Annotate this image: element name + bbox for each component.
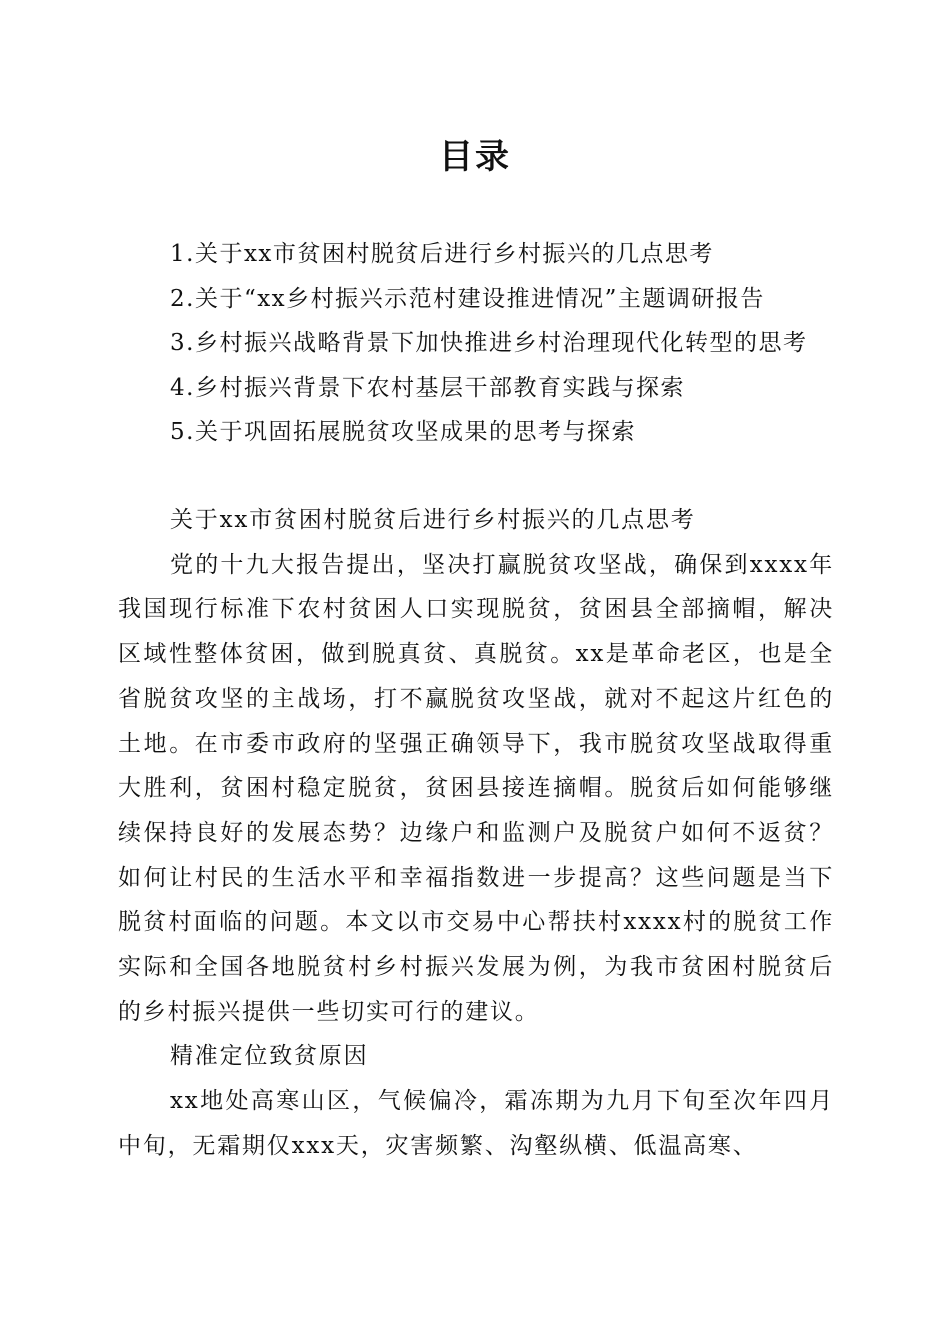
toc-item-2[interactable]: 2.关于“xx乡村振兴示范村建设推进情况”主题调研报告 bbox=[170, 285, 765, 312]
toc-item-1[interactable]: 1.关于xx市贫困村脱贫后进行乡村振兴的几点思考 bbox=[170, 241, 714, 267]
page-title: 目录 bbox=[439, 137, 511, 177]
body-paragraph: 党的十九大报告提出，坚决打赢脱贫攻坚战，确保到xxxx年我国现行标准下农村贫困人口实现脱贫，贫困县全部摘帽，解决区域性整体贫困，做到脱真贫、真脱贫。xx是革命老区，也是全省脱贫攻坚的主战场，打不赢脱贫攻坚战，就对不起这片红色的土地。在市委市政府的坚强正确领导下，我市脱贫攻坚战取得重大胜利，贫困村稳定脱贫，贫困县接连摘帽。脱贫后如何能够继续保持良好的发展态势？边缘户和监测户及脱贫户如何不返贫？如何让村民的生活水平和幸福指数进一步提高？这些问题是当下脱贫村面临的问题。本文以市交易中心帮扶村xxxx村的脱贫工作实际和全国各地脱贫村乡村振兴发展为例，为我市贫困村脱贫后的乡村振兴提供一些切实可行的建议。 bbox=[118, 551, 834, 1025]
toc-item-4[interactable]: 4.乡村振兴背景下农村基层干部教育实践与探索 bbox=[170, 374, 685, 401]
section-title: 关于xx市贫困村脱贫后进行乡村振兴的几点思考 bbox=[170, 507, 696, 533]
body-paragraph: xx地处高寒山区，气候偏冷，霜冻期为九月下旬至次年四月中旬，无霜期仅xxx天，灾害频繁、沟壑纵横、低温高寒、 bbox=[118, 1088, 834, 1159]
subheading: 精准定位致贫原因 bbox=[170, 1043, 369, 1070]
table-of-contents bbox=[118, 232, 834, 455]
toc-item-3[interactable]: 3.乡村振兴战略背景下加快推进乡村治理现代化转型的思考 bbox=[170, 330, 808, 356]
document-body bbox=[118, 498, 834, 1169]
toc-item-5[interactable]: 5.关于巩固拓展脱贫攻坚成果的思考与探索 bbox=[170, 419, 636, 445]
